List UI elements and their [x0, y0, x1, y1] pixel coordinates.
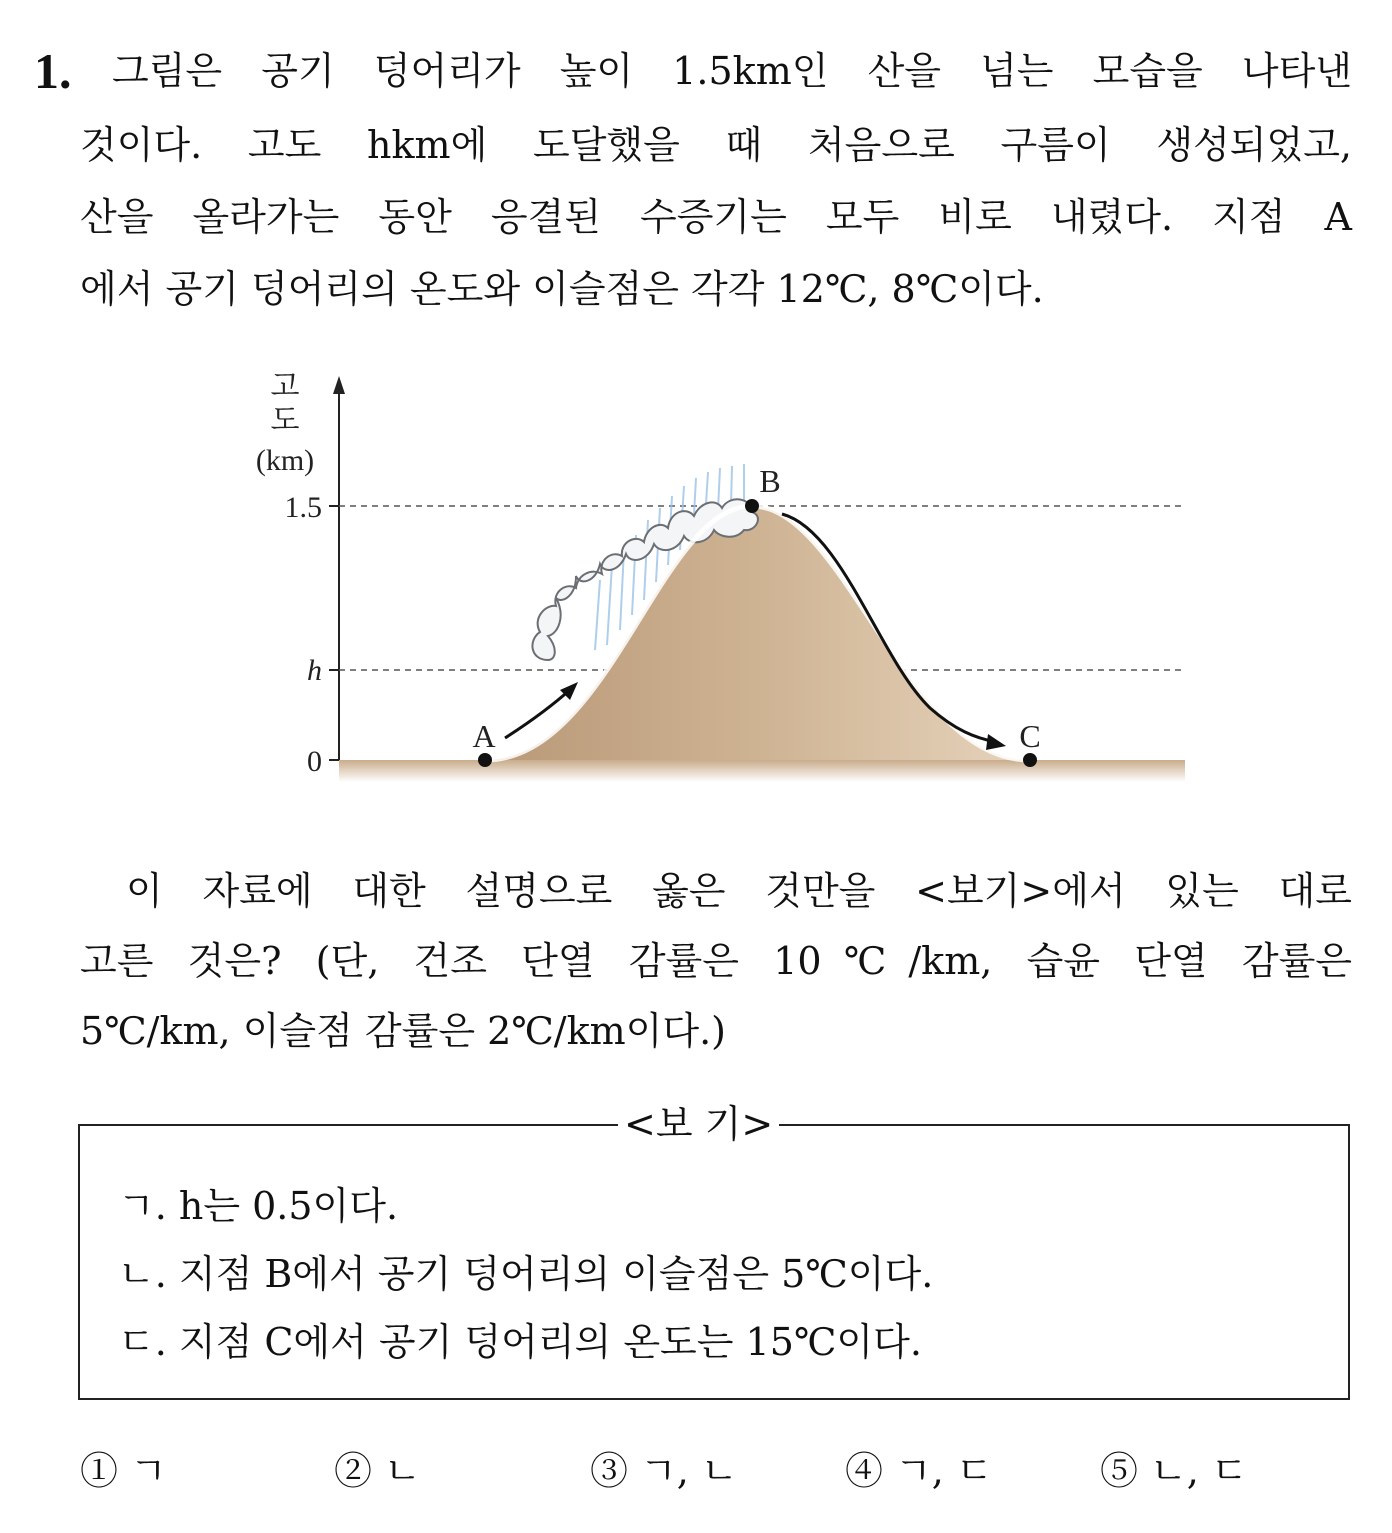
ground: [339, 760, 1185, 782]
choice-2[interactable]: ② ㄴ: [334, 1449, 421, 1493]
choice-3[interactable]: ③ ㄱ, ㄴ: [590, 1449, 738, 1493]
bogi-item-2: ㄴ. 지점 B에서 공기 덩어리의 이슬점은 5℃이다.: [118, 1252, 934, 1296]
choice-5[interactable]: ⑤ ㄴ, ㄷ: [1100, 1449, 1248, 1493]
y-axis-label-unit: (km): [255, 444, 315, 477]
y-axis-label-char-2: 도: [270, 404, 300, 437]
bogi-item-3: ㄷ. 지점 C에서 공기 덩어리의 온도는 15℃이다.: [118, 1320, 922, 1364]
y-axis-label-char-1: 고: [270, 370, 300, 403]
point-a-label: A: [472, 718, 496, 754]
prompt-line-2: 고른 것은? (단, 건조 단열 감률은 10℃/km, 습윤 단열 감률은: [80, 939, 1352, 983]
question-number: 1.: [34, 43, 72, 99]
point-c-marker: [1023, 753, 1037, 767]
prompt-line-3: 5℃/km, 이슬점 감률은 2℃/km이다.): [80, 1009, 726, 1053]
question-line-2: 것이다. 고도 hkm에 도달했을 때 처음으로 구름이 생성되었고,: [80, 123, 1352, 167]
descent-arrow-head-icon: [986, 734, 1006, 750]
point-c-label: C: [1019, 718, 1041, 754]
question-line-3: 산을 올라가는 동안 응결된 수증기는 모두 비로 내렸다. 지점 A: [80, 195, 1352, 239]
choice-4[interactable]: ④ ㄱ, ㄷ: [845, 1449, 993, 1493]
point-a-marker: [478, 753, 492, 767]
tick-label-top: 1.5: [284, 491, 322, 524]
question-line-4: 에서 공기 덩어리의 온도와 이슬점은 각각 12℃, 8℃이다.: [80, 267, 1044, 311]
y-axis-arrow-icon: [333, 376, 345, 394]
point-b-label: B: [759, 463, 781, 499]
tick-label-zero: 0: [307, 745, 322, 778]
mountain-diagram: [0, 360, 1392, 800]
bogi-title: <보 기>: [618, 1096, 779, 1152]
tick-label-h: h: [307, 654, 322, 687]
question-line-1: 그림은 공기 덩어리가 높이 1.5km인 산을 넘는 모습을 나타낸: [112, 49, 1352, 93]
bogi-item-1: ㄱ. h는 0.5이다.: [118, 1184, 399, 1228]
mountain-figure: [0, 360, 1392, 800]
choice-1[interactable]: ① ㄱ: [80, 1449, 167, 1493]
prompt-line-1: 이 자료에 대한 설명으로 옳은 것만을 <보기>에서 있는 대로: [126, 869, 1352, 913]
point-b-marker: [745, 499, 759, 513]
